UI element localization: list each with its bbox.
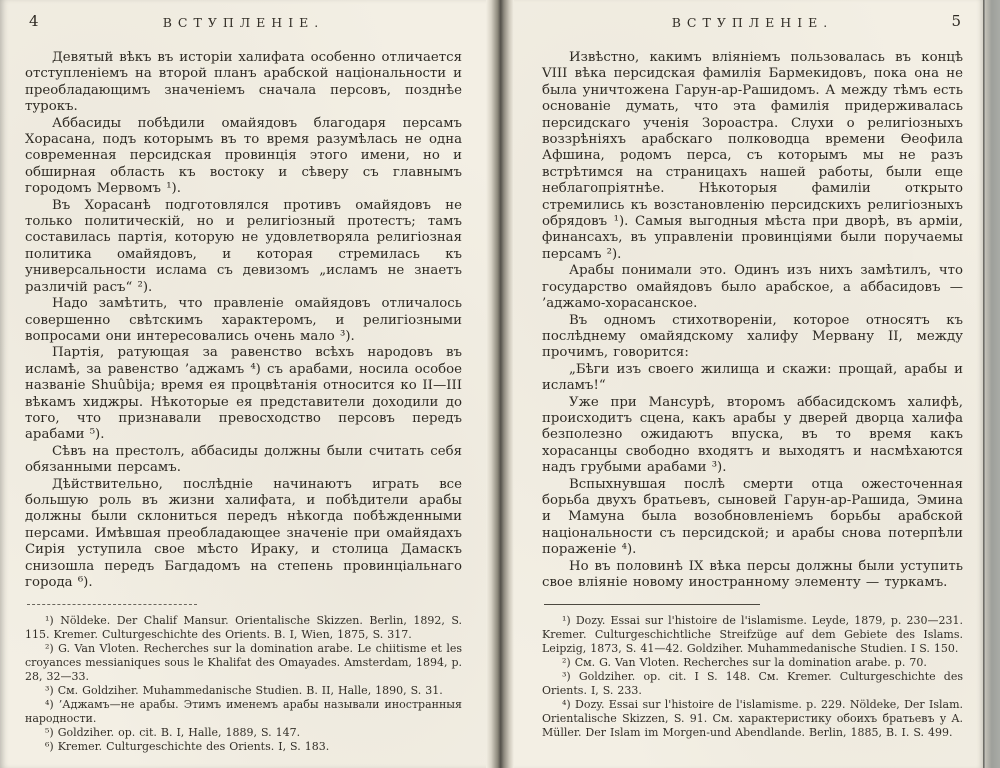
footnote: ⁴) Dozy. Essai sur l'histoire de l'islamisme. p. 229. Nöldeke, Der Islam. Orientalische Skizzen, S. 91. См. характеристику обоихъ братьевъ у A. Müller. Der Islam im Morgen-und Abendlande. Berlin, 1885, B. I. S. 499. xyxy=(542,697,963,739)
footnote: ⁴) ’Аджамъ—не арабы. Этимъ именемъ арабы называли иностранныя народности. xyxy=(25,697,462,725)
page-edge xyxy=(985,0,1000,768)
right-page-footnotes xyxy=(542,614,963,739)
page-number: 4 xyxy=(29,12,39,30)
paragraph: Арабы понимали это. Одинъ изъ нихъ замѣтилъ, что государство омайядовъ было арабское, а аббасидовъ — ’аджамо-хорасанское. xyxy=(542,263,963,312)
paragraph: „Бѣги изъ своего жилища и скажи: прощай, арабы и исламъ!“ xyxy=(542,361,963,394)
left-page-footnotes xyxy=(25,614,462,753)
paragraph: Извѣстно, какимъ вліяніемъ пользовалась въ концѣ VIII вѣка персидская фамилія Бармекидовъ, пока она не была уничтожена Гарун-ар-Рашидомъ. А между тѣмъ есть основаніе думать, что эта фамилія придерживалась персидскаго ученія Зороастра. Слухи о религіозныхъ воззрѣніяхъ арабскаго полководца времени Ѳеофила Афшина, родомъ перса, съ которымъ мы не разъ встрѣтимся на страницахъ нашей работы, были еще неблагопріятнѣе. Нѣкоторыя фамиліи открыто стремились къ возстановленію персидскихъ религіозныхъ обрядовъ ¹). Самыя выгодныя мѣста при дворѣ, въ арміи, финансахъ, въ управленіи провинціями были поручаемы персамъ ²). xyxy=(542,50,963,262)
footnote-separator xyxy=(544,604,760,605)
paragraph: Вспыхнувшая послѣ смерти отца ожесточенная борьба двухъ братьевъ, сыновей Гарун-ар-Рашида, Эмина и Мамуна была возобновленіемъ борьбы арабской національности съ персидской; и арабы снова потерпѣли пораженіе ⁴). xyxy=(542,476,963,558)
running-title: ВСТУПЛЕНІЕ. xyxy=(671,15,834,30)
footnote: ³) Goldziher. op. cit. I S. 148. См. Kremer. Culturgeschichte des Orients. I, S. 233. xyxy=(542,670,963,697)
page-number: 5 xyxy=(951,12,961,30)
paragraph: Партія, ратующая за равенство всѣхъ народовъ въ исламѣ, за равенство ’аджамъ ⁴) съ арабами, носила особое названіе Shuûbija; время ея процвѣтанія относится ко II—III вѣкамъ хиджры. Нѣкоторые ея представители доходили до того, что признавали превосходство персовъ передъ арабами ⁵). xyxy=(25,345,462,443)
footnote: ³) См. Goldziher. Muhammedanische Studien. B. II, Halle, 1890, S. 31. xyxy=(45,683,443,697)
footnote: ¹) Dozy. Essai sur l'histoire de l'islamisme. Leyde, 1879, p. 230—231. Kremer. Culturgeschichtliche Streifzüge auf dem Gebiete des Islams. Leipzig, 1873, S. 41—42. Goldziher. Muhammedanische Studien. I S. 150. xyxy=(542,614,963,656)
paragraph: Дѣйствительно, послѣдніе начинаютъ играть все большую роль въ жизни халифата, и побѣдители арабы должны были склониться передъ нѣкогда побѣжденными персами. Имѣвшая преобладающее значеніе при омайядахъ Сирія уступила свое мѣсто Ираку, и столица Дамаскъ снизошла передъ Багдадомъ на степень провинціальнаго города ⁶). xyxy=(25,476,462,590)
paragraph: Въ Хорасанѣ подготовлялся противъ омайядовъ не только политическій, но и религіозный протестъ; тамъ составилась партія, которую не удовлетворяла религіозная политика омайядовъ, и которая стремилась къ универсальности ислама съ девизомъ „исламъ не знаетъ различій расъ“ ²). xyxy=(25,197,462,295)
footnote: ²) G. Van Vloten. Recherches sur la domination arabe. Le chiitisme et les croyances messianiques sous le Khalifat des Omayades. Amsterdam, 1894, p. 28, 32—33. xyxy=(25,642,462,684)
paragraph: Уже при Мансурѣ, второмъ аббасидскомъ халифѣ, происходитъ сцена, какъ арабы у дверей дворца халифа безполезно ожидаютъ впуска, въ то время какъ хорасанцы свободно входятъ и выходятъ и насмѣхаются надъ грубыми арабами ³). xyxy=(542,394,963,476)
footnote: ¹) Nöldeke. Der Chalif Mansur. Orientalische Skizzen. Berlin, 1892, S. 115. Kremer. Culturgeschichte des Orients. B. I, Wien, 1875, S. 317. xyxy=(25,614,462,642)
footnote: ⁵) Goldziher. op. cit. B. I, Halle, 1889, S. 147. xyxy=(45,725,301,739)
footnote-separator xyxy=(27,604,197,605)
footnote: ⁶) Kremer. Culturgeschichte des Orients. I, S. 183. xyxy=(45,739,330,753)
left-page-body xyxy=(25,50,462,591)
paragraph: Сѣвъ на престолъ, аббасиды должны были считать себя обязанными персамъ. xyxy=(25,443,462,476)
paragraph: Аббасиды побѣдили омайядовъ благодаря персамъ Хорасана, подъ которымъ въ то время разумѣлась не одна современная персидская провинція этого имени, но и обширная область къ востоку и сѣверу съ главнымъ городомъ Мервомъ ¹). xyxy=(25,115,462,197)
right-page-header xyxy=(542,12,963,34)
paragraph: Въ одномъ стихотвореніи, которое относятъ къ послѣднему омайядскому халифу Мервану II, между прочимъ, говорится: xyxy=(542,312,963,361)
right-page xyxy=(514,0,984,768)
paragraph: Но въ половинѣ IX вѣка персы должны были уступить свое вліяніе новому иностранному элементу — туркамъ. xyxy=(542,558,963,590)
paragraph: Девятый вѣкъ въ исторіи халифата особенно отличается отступленіемъ на второй планъ арабской національности и преобладающимъ значеніемъ сначала персовъ, позднѣе турокъ. xyxy=(25,50,462,115)
left-page xyxy=(0,0,486,768)
binding-gutter xyxy=(486,0,514,768)
footnote: ²) См. G. Van Vloten. Recherches sur la domination arabe. p. 70. xyxy=(562,656,927,670)
left-page-header xyxy=(25,12,462,34)
running-title: ВСТУПЛЕНІЕ. xyxy=(162,15,325,30)
right-page-body xyxy=(542,50,963,591)
paragraph: Надо замѣтить, что правленіе омайядовъ отличалось совершенно свѣтскимъ характеромъ, и религіозными вопросами они интересовались очень мало ³). xyxy=(25,296,462,344)
